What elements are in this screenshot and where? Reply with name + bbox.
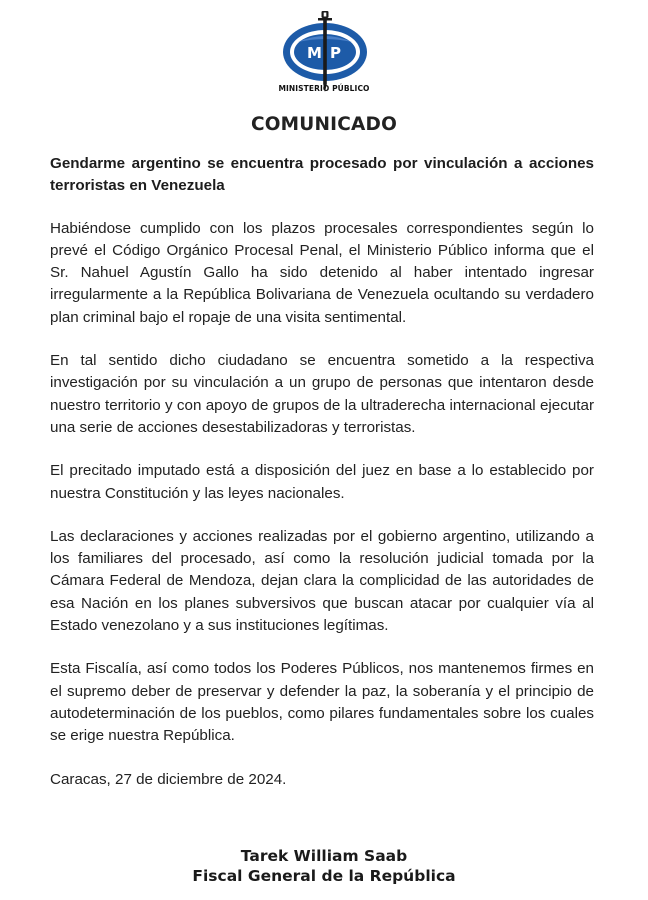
dateline: Caracas, 27 de diciembre de 2024. — [50, 770, 287, 788]
signatory-name: Tarek William Saab — [240, 847, 408, 865]
signature-block — [0, 846, 648, 886]
signatory-position: Fiscal General de la República — [192, 867, 456, 885]
paragraph-5: Esta Fiscalía, así como todos los Poderes Públicos, nos mantenemos firmes en el supremo deber de preservar y defender la paz, la soberanía y el principio de autodeterminación de los pueblos, como pilares fundamentales sobre los cuales se erige nuestra República. — [50, 660, 594, 745]
paragraph-4: Las declaraciones y acciones realizadas por el gobierno argentino, utilizando a los familiares del procesado, así como la resolución judicial tomada por la Cámara Federal de Mendoza, dejan clara la complicidad de las autoridades de esa Nación en los planes subversivos que buscan atacar por cualquier vía al Estado venezolano y a sus instituciones legítimas. — [50, 527, 594, 635]
organization-name: MINISTERIO PÚBLICO — [278, 84, 370, 93]
logo-letter-p: P — [330, 44, 341, 62]
paragraph-2: En tal sentido dicho ciudadano se encuentra sometido a la respectiva investigación por su vinculación a un grupo de personas que intentaron desde nuestro territorio y con apoyo de grupos de la ultraderecha internacional ejecutar una serie de acciones desestabilizadoras y terroristas. — [50, 352, 594, 436]
paragraph-1: Habiéndose cumplido con los plazos procesales correspondientes según lo prevé el Código Orgánico Procesal Penal, el Ministerio Público informa que el Sr. Nahuel Agustín Gallo ha sido detenido al haber intentado ingresar irregularmente a la República Bolivariana de Venezuela ocultando su verdadero plan criminal bajo el ropaje de una visita sentimental. — [50, 219, 594, 326]
document-body — [50, 153, 594, 791]
logo-letter-m: M — [307, 44, 322, 62]
headline: Gendarme argentino se encuentra procesado por vinculación a acciones terroristas en Venezuela — [50, 155, 594, 195]
document-title: COMUNICADO — [250, 114, 398, 135]
paragraph-3: El precitado imputado está a disposición del juez en base a lo establecido por nuestra Constitución y las leyes nacionales. — [50, 462, 594, 502]
